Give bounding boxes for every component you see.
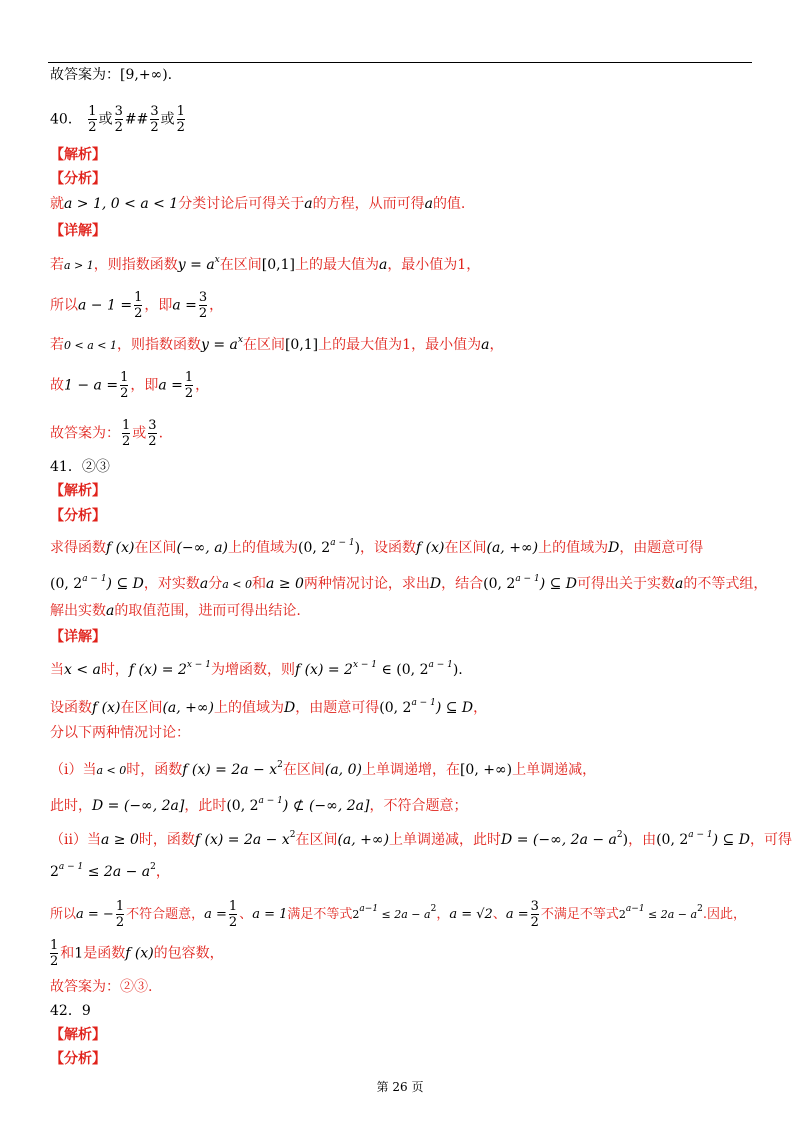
section-xiangjie: 【详解】 — [50, 629, 106, 645]
answer-40: 故答案为： $\frac{1}{2}$ 或 $\frac{3}{2}$ . — [50, 418, 164, 449]
detail-40-line2: 所以a − 1 = $\frac{1}{2}$ ，即a = $\frac{3}{2}$ ， — [50, 290, 224, 321]
question-42-answer: 42．9 — [50, 1003, 91, 1019]
analysis-41-line3: 解出实数a的取值范围，进而可得出结论. — [50, 603, 301, 619]
detail-40-line4: 故1 − a = $\frac{1}{2}$ ，即a = $\frac{1}{2}$ ， — [50, 370, 210, 401]
detail-41-conclusion: 所以a = − $\frac{1}{2}$ 不符合题意，a = $\frac{1}{2}$ 、a = 1满足不等式$2^{a-1} \le 2a - a^2$，a = √2、a = $\frac{3}{2}$ 不满足不等式$2^{a-1} \le 2a - a^2$.因此， — [50, 899, 746, 930]
detail-41-case-i-result: 此时，D = (−∞, 2a]，此时(0, $2^{a - 1}$) ⊄ (−∞, 2a]，不符合题意； — [50, 796, 468, 814]
section-fenxi: 【分析】 — [50, 508, 106, 524]
answer-line-39: 故答案为：[9,+∞). — [50, 67, 173, 83]
detail-41-line1: 当x < a时，f $(x) = 2^{x - 1}$为增函数，则f $(x) = 2^{x - 1}$ ∈ (0, $2^{a - 1}$). — [50, 660, 463, 678]
detail-40-line3: 若0 < a < 1，则指数函数$y = a^x$在区间[0,1]上的最大值为1，最小值为a， — [50, 335, 504, 353]
analysis-41-line2: (0, $2^{a - 1}$) ⊆ D，对实数a分a < 0和a ≥ 0两种情况讨论，求出D，结合(0, $2^{a - 1}$) ⊆ D可得出关于实数a的不等式组， — [50, 574, 768, 592]
detail-41-case-ii: （ii）当a ≥ 0时，函数f $(x) = 2a - x^2$在区间(a, +∞)上单调递减，此时D = (−∞, $2a - a^2$)，由(0, $2^{a - 1}$) ⊆ D，可得 — [50, 830, 792, 848]
section-jiexi: 【解析】 — [50, 147, 106, 163]
detail-41-line3: 分以下两种情况讨论： — [50, 725, 190, 741]
section-fenxi: 【分析】 — [50, 1051, 106, 1067]
detail-41-line2: 设函数f (x)在区间(a, +∞)上的值域为D，由题意可得(0, $2^{a - 1}$) ⊆ D， — [50, 698, 488, 716]
detail-40-line1: 若a > 1，则指数函数$y = a^x$在区间[0,1]上的最大值为a，最小值为1， — [50, 255, 481, 273]
top-rule — [48, 62, 752, 63]
section-fenxi: 【分析】 — [50, 171, 106, 187]
page-number: 第 26 页 — [376, 1080, 424, 1094]
section-xiangjie: 【详解】 — [50, 223, 106, 239]
section-jiexi: 【解析】 — [50, 1027, 106, 1043]
detail-41-inequality: $2^{a - 1} \le 2a - a^2$， — [50, 862, 170, 880]
answer-41: 故答案为：②③. — [50, 979, 153, 995]
detail-41-case-i: （i）当a < 0时，函数f $(x) = 2a - x^2$在区间(a, 0)上单调递增，在[0, +∞)上单调递减， — [50, 760, 597, 778]
detail-41-final: $\frac{1}{2}$ 和1是函数f (x)的包容数， — [50, 938, 224, 969]
section-jiexi: 【解析】 — [50, 483, 106, 499]
analysis-40: 就a > 1, 0 < a < 1分类讨论后可得关于a的方程，从而可得a的值. — [50, 196, 466, 212]
analysis-41-line1: 求得函数f (x)在区间(−∞, a)上的值域为(0, $2^{a - 1}$)，设函数f (x)在区间(a, +∞)上的值域为D，由题意可得 — [50, 538, 704, 556]
question-41-answer: 41．②③ — [50, 459, 110, 475]
question-40-answer: 40． $\frac{1}{2}$ 或 $\frac{3}{2}$ ## $\frac{3}{2}$ 或 $\frac{1}{2}$ — [50, 104, 185, 135]
